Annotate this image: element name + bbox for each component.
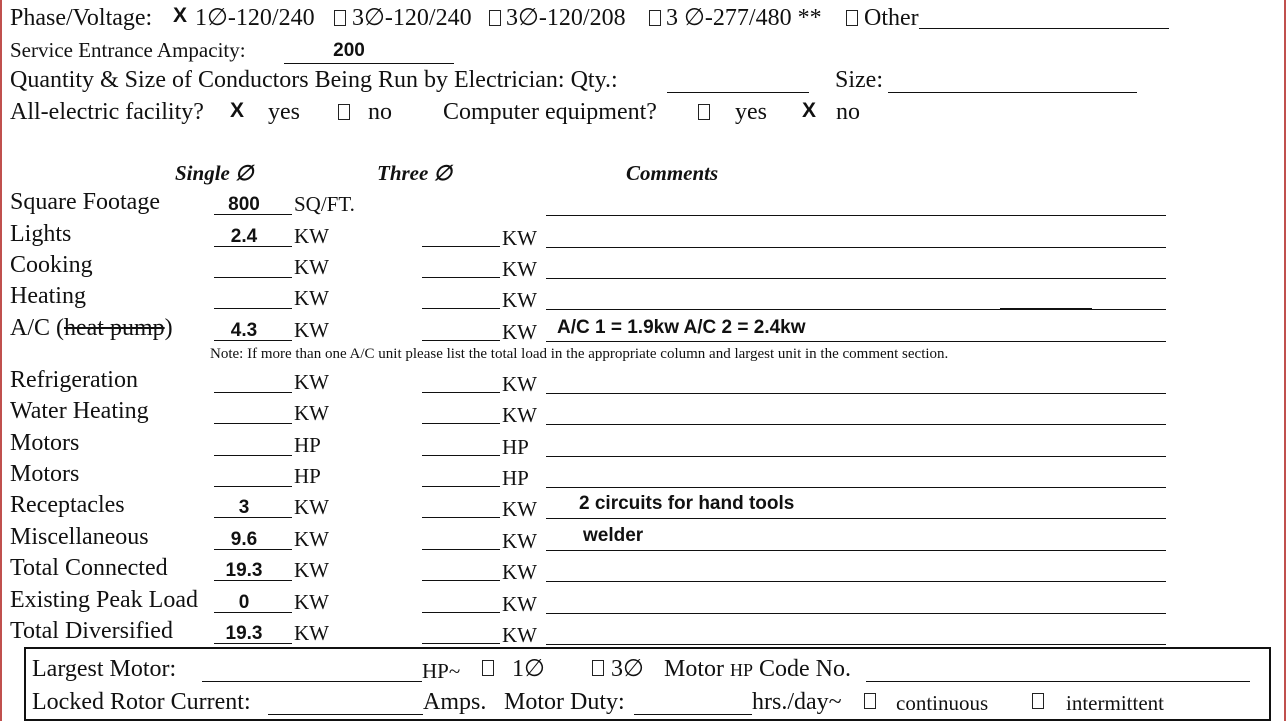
three-phase-field[interactable] <box>422 423 500 424</box>
locked-rotor-label: Locked Rotor Current: <box>32 689 251 715</box>
computer-yes-label: yes <box>735 99 767 125</box>
comment-value: A/C 1 = 1.9kw A/C 2 = 2.4kw <box>557 317 806 338</box>
comment-value: 2 circuits for hand tools <box>579 493 795 514</box>
single-phase-unit: KW <box>294 286 329 310</box>
phase-other-label: Other <box>864 5 919 31</box>
single-phase-unit: KW <box>294 318 329 342</box>
three-phase-header: Three ∅ <box>377 161 452 185</box>
row-label: Total Diversified <box>10 618 173 644</box>
computer-no-mark[interactable]: X <box>802 99 817 122</box>
motor-duty-label: Motor Duty: <box>504 689 625 715</box>
comment-field[interactable] <box>546 215 1166 216</box>
phase-option-4-checkbox[interactable] <box>649 10 661 26</box>
row-label: Heating <box>10 283 86 309</box>
single-phase-value: 19.3 <box>225 560 263 581</box>
single-phase-field[interactable] <box>214 455 292 456</box>
single-phase-unit: KW <box>294 621 329 645</box>
comment-field[interactable] <box>546 487 1166 488</box>
three-phase-unit: KW <box>502 226 537 250</box>
three-phase-field[interactable] <box>422 455 500 456</box>
row-label: Water Heating <box>10 398 149 424</box>
single-phase-value: 3 <box>238 497 250 518</box>
three-phase-checkbox[interactable] <box>592 660 604 676</box>
computer-no-label: no <box>836 99 860 125</box>
phase-other-checkbox[interactable] <box>846 10 858 26</box>
row-label: Motors <box>10 430 80 456</box>
three-phase-unit: KW <box>502 403 537 427</box>
single-phase-header: Single ∅ <box>175 161 254 185</box>
comment-field[interactable] <box>546 278 1166 279</box>
all-electric-no-checkbox[interactable] <box>338 104 350 120</box>
row-label: Cooking <box>10 252 93 278</box>
single-phase-value: 2.4 <box>230 226 258 247</box>
single-phase-unit: KW <box>294 527 329 551</box>
comment-field[interactable] <box>546 581 1166 582</box>
three-phase-unit: KW <box>502 623 537 647</box>
conductors-qty-field[interactable] <box>667 92 809 93</box>
single-phase-field[interactable] <box>214 392 292 393</box>
row-label: Refrigeration <box>10 367 138 393</box>
phase-option-4-label: 3 ∅-277/480 ** <box>666 5 822 31</box>
single-phase-unit: KW <box>294 255 329 279</box>
three-phase-field[interactable] <box>422 580 500 581</box>
hp-label: HP~ <box>422 659 461 683</box>
three-phase-field[interactable] <box>422 643 500 644</box>
comment-value: welder <box>583 525 644 546</box>
single-phase-field[interactable] <box>214 277 292 278</box>
conductors-label: Quantity & Size of Conductors Being Run by Electrician: Qty.: <box>10 67 618 93</box>
single-phase-unit: KW <box>294 401 329 425</box>
one-phase-checkbox[interactable] <box>482 660 494 676</box>
motor-box <box>24 647 1271 721</box>
single-phase-field[interactable] <box>214 308 292 309</box>
three-phase-label: 3∅ <box>611 656 644 682</box>
all-electric-yes-mark[interactable]: X <box>230 99 245 122</box>
single-phase-unit: KW <box>294 370 329 394</box>
one-phase-label: 1∅ <box>512 656 545 682</box>
service-entrance-field[interactable] <box>284 63 454 64</box>
comments-header: Comments <box>626 161 719 185</box>
largest-motor-label: Largest Motor: <box>32 656 177 682</box>
comment-field[interactable] <box>546 518 1166 519</box>
row-label: Lights <box>10 221 72 247</box>
single-phase-unit: KW <box>294 590 329 614</box>
comment-field[interactable] <box>546 456 1166 457</box>
comment-field[interactable] <box>546 341 1166 342</box>
three-phase-unit: HP <box>502 466 529 490</box>
three-phase-unit: KW <box>502 320 537 344</box>
hrs-per-day-label: hrs./day~ <box>752 689 842 715</box>
three-phase-unit: KW <box>502 257 537 281</box>
all-electric-yes-label: yes <box>268 99 300 125</box>
three-phase-unit: KW <box>502 592 537 616</box>
three-phase-unit: KW <box>502 288 537 312</box>
single-phase-unit: KW <box>294 558 329 582</box>
comment-field[interactable] <box>546 247 1166 248</box>
all-electric-no-label: no <box>368 99 392 125</box>
three-phase-field[interactable] <box>422 517 500 518</box>
phase-1-check-mark[interactable]: X <box>173 4 188 27</box>
single-phase-unit: HP <box>294 433 321 457</box>
single-phase-unit: HP <box>294 464 321 488</box>
comment-field[interactable] <box>546 309 1166 310</box>
service-entrance-label: Service Entrance Ampacity: <box>10 38 246 62</box>
computer-equipment-label: Computer equipment? <box>443 99 657 125</box>
three-phase-field[interactable] <box>422 612 500 613</box>
single-phase-unit: KW <box>294 224 329 248</box>
locked-rotor-field[interactable] <box>268 714 423 715</box>
three-phase-field[interactable] <box>422 486 500 487</box>
motor-code-label: Motor HP Code No. <box>664 656 852 682</box>
heating-extra-line <box>1000 308 1092 309</box>
three-phase-field[interactable] <box>422 277 500 278</box>
ac-note: Note: If more than one A/C unit please list the total load in the appropriate column and largest unit in the comment section. <box>210 346 949 362</box>
phase-option-2-checkbox[interactable] <box>334 10 346 26</box>
row-label: Miscellaneous <box>10 524 149 550</box>
motor-code-field[interactable] <box>866 681 1250 682</box>
single-phase-value: 19.3 <box>225 623 263 644</box>
single-phase-value: 800 <box>228 194 260 215</box>
comment-field[interactable] <box>546 550 1166 551</box>
continuous-checkbox[interactable] <box>864 693 876 709</box>
largest-motor-field[interactable] <box>202 681 422 682</box>
three-phase-unit: KW <box>502 560 537 584</box>
conductors-size-field[interactable] <box>888 92 1137 93</box>
single-phase-value: 9.6 <box>230 529 258 550</box>
amps-label: Amps. <box>423 689 487 715</box>
three-phase-field[interactable] <box>422 246 500 247</box>
three-phase-field[interactable] <box>422 392 500 393</box>
comment-field[interactable] <box>546 644 1166 645</box>
three-phase-field[interactable] <box>422 340 500 341</box>
intermittent-label: intermittent <box>1066 691 1164 715</box>
three-phase-field[interactable] <box>422 549 500 550</box>
row-label: Existing Peak Load <box>10 587 198 613</box>
three-phase-unit: HP <box>502 435 529 459</box>
comment-field[interactable] <box>546 424 1166 425</box>
phase-option-3-checkbox[interactable] <box>489 10 501 26</box>
comment-field[interactable] <box>546 393 1166 394</box>
row-label: Motors <box>10 461 80 487</box>
three-phase-field[interactable] <box>422 308 500 309</box>
phase-option-1-label: 1∅-120/240 <box>195 5 315 31</box>
motor-duty-field[interactable] <box>634 714 752 715</box>
service-entrance-value: 200 <box>333 40 365 61</box>
phase-other-field[interactable] <box>919 28 1169 29</box>
single-phase-unit: KW <box>294 495 329 519</box>
three-phase-unit: KW <box>502 529 537 553</box>
single-phase-value: 4.3 <box>230 320 258 341</box>
intermittent-checkbox[interactable] <box>1032 693 1044 709</box>
phase-option-2-label: 3∅-120/240 <box>352 5 472 31</box>
row-label: Total Connected <box>10 555 168 581</box>
row-label: Receptacles <box>10 492 125 518</box>
conductors-size-label: Size: <box>835 67 883 93</box>
single-phase-field[interactable] <box>214 423 292 424</box>
row-label: A/C (heat pump) <box>10 315 173 341</box>
comment-field[interactable] <box>546 613 1166 614</box>
phase-voltage-label: Phase/Voltage: <box>10 5 153 31</box>
continuous-label: continuous <box>896 691 989 715</box>
computer-yes-checkbox[interactable] <box>698 104 710 120</box>
row-label: Square Footage <box>10 189 160 215</box>
phase-option-3-label: 3∅-120/208 <box>506 5 626 31</box>
single-phase-unit: SQ/FT. <box>294 192 355 216</box>
single-phase-field[interactable] <box>214 486 292 487</box>
all-electric-label: All-electric facility? <box>10 99 204 125</box>
three-phase-unit: KW <box>502 497 537 521</box>
three-phase-unit: KW <box>502 372 537 396</box>
single-phase-value: 0 <box>238 592 250 613</box>
